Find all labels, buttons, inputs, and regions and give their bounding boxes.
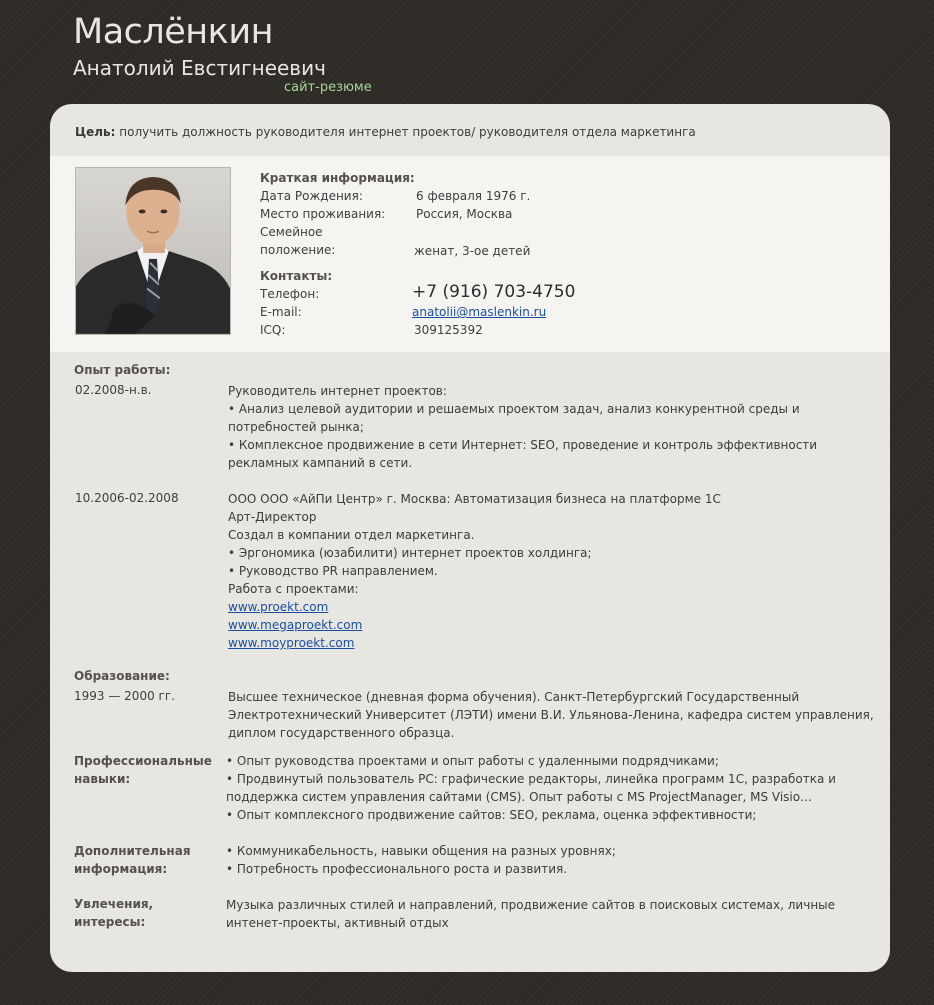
- hobbies-heading-line: интересы:: [74, 915, 146, 929]
- hobbies-heading-line: Увлечения,: [74, 897, 154, 911]
- education-heading: Образование:: [74, 669, 170, 683]
- education-description: [228, 688, 874, 742]
- job1-line: • Комплексное продвижение в сети Интернет: SEO, проведение и контроль эффективности: [228, 438, 818, 452]
- contacts-heading: Контакты:: [260, 269, 333, 283]
- goal-line: [75, 124, 696, 140]
- job2-period: 10.2006-02.2008: [75, 491, 179, 505]
- additional-heading-line: информация:: [74, 862, 168, 876]
- job2-line: ООО ООО «АйПи Центр» г. Москва: Автоматизация бизнеса на платформе 1С: [228, 492, 721, 506]
- phone-label: Телефон:: [260, 287, 320, 301]
- job1-description: [228, 382, 817, 472]
- project-link-proekt[interactable]: www.proekt.com: [228, 600, 329, 614]
- goal-label: Цель:: [75, 125, 116, 139]
- job2-line: • Эргономика (юзабилити) интернет проектов холдинга;: [228, 546, 592, 560]
- email-link[interactable]: anatolii@maslenkin.ru: [412, 305, 547, 319]
- hobbies-line: интенет-проекты, активный отдых: [226, 916, 449, 930]
- job2-line: Создал в компании отдел маркетинга.: [228, 528, 475, 542]
- skills-line: поддержка систем управления сайтами (CMS). Опыт работы с MS ProjectManager, MS Visio…: [226, 790, 813, 804]
- goal-text: получить должность руководителя интернет проектов/ руководителя отдела маркетинга: [119, 125, 696, 139]
- skills-line: • Продвинутый пользователь PC: графические редакторы, линейка программ 1С, разработка и: [226, 772, 836, 786]
- residence-value: Россия, Москва: [416, 207, 513, 221]
- birth-label: Дата Рождения:: [260, 189, 363, 203]
- icq-label: ICQ:: [260, 323, 286, 337]
- education-period: 1993 — 2000 гг.: [74, 689, 175, 703]
- additional-heading-line: Дополнительная: [74, 844, 191, 858]
- education-line: Высшее техническое (дневная форма обучения). Санкт-Петербургский Государственный: [228, 690, 800, 704]
- portrait-photo: [75, 167, 231, 335]
- additional-line: • Коммуникабельность, навыки общения на разных уровнях;: [226, 844, 616, 858]
- job2-description: [228, 490, 721, 652]
- additional-line: • Потребность профессионального роста и развития.: [226, 862, 568, 876]
- project-link-moyproekt[interactable]: www.moyproekt.com: [228, 636, 355, 650]
- resume-card: [50, 104, 890, 972]
- skills-heading-line: навыки:: [74, 772, 131, 786]
- project-link-megaproekt[interactable]: www.megaproekt.com: [228, 618, 363, 632]
- hobbies-description: [226, 896, 835, 932]
- skills-line: • Опыт руководства проектами и опыт работы с удаленными подрядчиками;: [226, 754, 719, 768]
- given-name: Анатолий Евстигнеевич: [73, 56, 326, 80]
- residence-label: Место проживания:: [260, 207, 386, 221]
- skills-heading-line: Профессиональные: [74, 754, 212, 768]
- marital-value: женат, 3-ое детей: [414, 244, 531, 258]
- phone-value: +7 (916) 703-4750: [412, 282, 576, 302]
- marital-label-line2: положение:: [260, 243, 336, 257]
- job1-line: рекламных кампаний в сети.: [228, 456, 413, 470]
- job1-line: • Анализ целевой аудитории и решаемых проектом задач, анализ конкурентной среды и: [228, 402, 800, 416]
- experience-heading: Опыт работы:: [74, 363, 171, 377]
- additional-heading: [74, 842, 191, 878]
- hobbies-heading: [74, 895, 153, 931]
- birth-value: 6 февраля 1976 г.: [416, 189, 531, 203]
- surname: Маслёнкин: [73, 12, 273, 52]
- brief-heading: Краткая информация:: [260, 171, 415, 185]
- marital-label-line1: Семейное: [260, 225, 323, 239]
- portrait-icon: [76, 168, 230, 334]
- skills-line: • Опыт комплексного продвижение сайтов: SEO, реклама, оценка эффективности;: [226, 808, 757, 822]
- job1-line: Руководитель интернет проектов:: [228, 384, 447, 398]
- site-tagline: сайт-резюме: [284, 80, 372, 95]
- hobbies-line: Музыка различных стилей и направлений, продвижение сайтов в поисковых системах, личные: [226, 898, 836, 912]
- skills-heading: [74, 752, 212, 788]
- education-line: Электротехнический Университет (ЛЭТИ) имени В.И. Ульянова-Ленина, кафедра систем управления,: [228, 708, 874, 722]
- job1-line: потребностей рынка;: [228, 420, 364, 434]
- icq-value: 309125392: [414, 323, 483, 337]
- job2-line: Работа с проектами:: [228, 582, 359, 596]
- job2-line: • Руководство PR направлением.: [228, 564, 438, 578]
- email-label: E-mail:: [260, 305, 302, 319]
- education-line: диплом государственного образца.: [228, 726, 455, 740]
- job1-period: 02.2008-н.в.: [75, 383, 152, 397]
- job2-line: Арт-Директор: [228, 510, 317, 524]
- skills-description: [226, 752, 836, 824]
- additional-description: [226, 842, 616, 878]
